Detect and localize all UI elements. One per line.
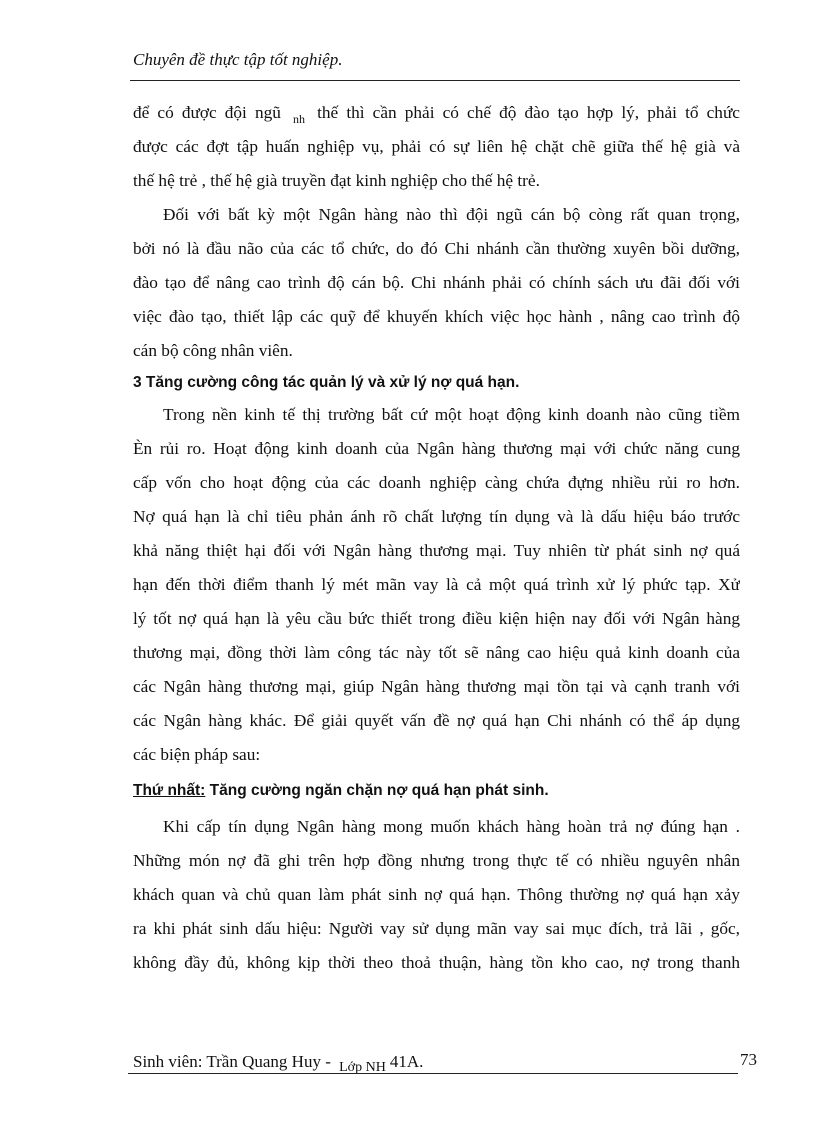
footer-class-suffix: 41A. — [389, 1052, 424, 1071]
paragraph-line: Trong nền kinh tế thị trường bất cứ một hoạt động kinh doanh nào cũng tiềm — [163, 405, 740, 424]
paragraph-line: thế hệ trẻ , thế hệ già truyền đạt kinh nghiệp cho thế hệ trẻ. — [133, 171, 540, 190]
paragraph-line: cấp vốn cho hoạt động của các doanh nghiệp càng chứa đựng nhiều rủi ro hơn. — [133, 473, 740, 492]
footer-student: Sinh viên: Trần Quang Huy - — [133, 1052, 331, 1071]
paragraph-line: không đầy đủ, không kịp thời theo thoả thuận, hàng tồn kho cao, nợ trong thanh — [133, 953, 740, 972]
page-header-title: Chuyên đề thực tập tốt nghiệp. — [133, 50, 343, 69]
paragraph-line: được các đợt tập huấn nghiệp vụ, phải có sự liên hệ chặt chẽ giữa thế hệ già và — [133, 137, 740, 156]
paragraph-line: thương mại, đồng thời làm công tác này tốt sẽ nâng cao hiệu quả kinh doanh của — [133, 643, 740, 662]
paragraph-line: việc đào tạo, thiết lập các quỹ để khuyến khích việc học hành , nâng cao trình độ — [133, 307, 740, 326]
text-run: để có được đội ngũ — [133, 103, 281, 122]
text-run: thế thì cần phải có chế độ đào tạo hợp lý, phải tổ chức — [317, 103, 740, 122]
text-run-subscript: nh — [293, 112, 305, 126]
paragraph-line: cán bộ công nhân viên. — [133, 341, 293, 360]
paragraph-line — [133, 96, 740, 130]
header-divider — [130, 80, 740, 81]
paragraph-line: các Ngân hàng khác. Để giải quyết vấn đề nợ quá hạn Chi nhánh có thể áp dụng — [133, 711, 740, 730]
section-heading: 3 Tăng cường công tác quản lý và xử lý nợ quá hạn. — [133, 374, 520, 391]
document-body — [133, 96, 740, 980]
paragraph-line: đào tạo để nâng cao trình độ cán bộ. Chi nhánh phải có chính sách ưu đãi đối với — [133, 273, 740, 292]
paragraph-line: bởi nó là đầu não của các tổ chức, do đó Chi nhánh cần thường xuyên bồi dưỡng, — [133, 239, 740, 258]
footer-divider — [128, 1073, 738, 1074]
paragraph-line: các Ngân hàng thương mại, giúp Ngân hàng thương mại tồn tại và cạnh tranh với — [133, 677, 740, 696]
paragraph-line: hạn đến thời điểm thanh lý mét mãn vay là cả một quá trình xử lý phức tạp. Xử — [133, 575, 740, 594]
paragraph-line: khách quan và chủ quan làm phát sinh nợ quá hạn. Thông thường nợ quá hạn xảy — [133, 885, 740, 904]
paragraph-line: Nợ quá hạn là chỉ tiêu phản ánh rõ chất lượng tín dụng và là dấu hiệu báo trước — [133, 507, 740, 526]
paragraph-line: ra khi phát sinh dấu hiệu: Người vay sử dụng mãn vay sai mục đích, trả lãi , gốc, — [133, 919, 740, 938]
sub-heading-text: Tăng cường ngăn chặn nợ quá hạn phát sinh. — [205, 782, 549, 799]
paragraph-line: Khi cấp tín dụng Ngân hàng mong muốn khách hàng hoàn trả nợ đúng hạn . — [163, 817, 740, 836]
paragraph-line: Èn rủi ro. Hoạt động kinh doanh của Ngân hàng thương mại với chức năng cung — [133, 439, 740, 458]
paragraph-line: lý tốt nợ quá hạn là yêu cầu bức thiết trong điều kiện hiện nay đối với Ngân hàng — [133, 609, 740, 628]
page-footer — [133, 1052, 424, 1075]
page-number: 73 — [740, 1050, 757, 1069]
sub-heading — [133, 772, 740, 810]
paragraph-line: Những món nợ đã ghi trên hợp đồng nhưng trong thực tế có nhiều nguyên nhân — [133, 851, 740, 870]
paragraph-line: các biện pháp sau: — [133, 745, 261, 764]
sub-heading-label: Thứ nhất: — [133, 782, 206, 799]
paragraph-line: khả năng thiệt hại đối với Ngân hàng thương mại. Tuy nhiên từ phát sinh nợ quá — [133, 541, 740, 560]
paragraph-line: Đối với bất kỳ một Ngân hàng nào thì đội ngũ cán bộ còng rất quan trọng, — [163, 205, 740, 224]
footer-class-label: Lớp NH — [339, 1060, 386, 1075]
